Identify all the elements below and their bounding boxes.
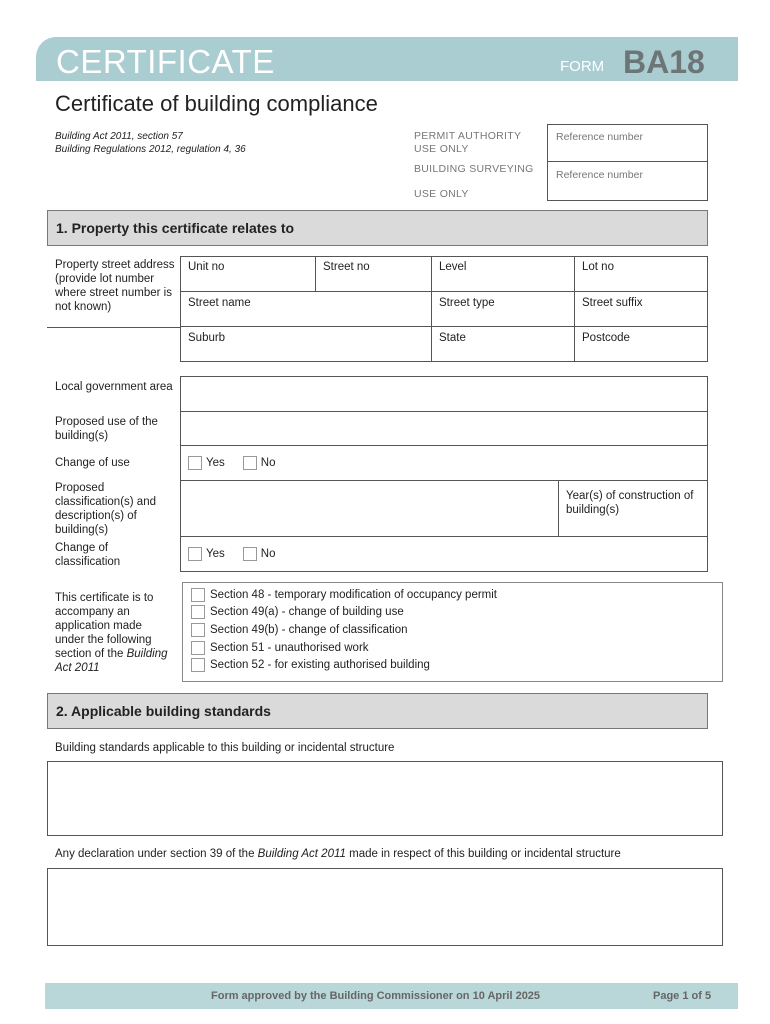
street-no-field[interactable]	[315, 256, 432, 292]
building-standards-field[interactable]	[47, 761, 723, 836]
state-field[interactable]	[431, 326, 575, 362]
section-options-box	[182, 582, 723, 682]
checkbox[interactable]	[191, 605, 205, 619]
permit-reference-placeholder: Reference number	[556, 131, 643, 143]
option-label: Section 48 - temporary modification of occupancy permit	[210, 588, 497, 601]
surveying-reference-placeholder: Reference number	[556, 169, 643, 181]
option-label: Section 52 - for existing authorised building	[210, 659, 430, 672]
accompany-application-label	[55, 591, 173, 675]
no-label: No	[260, 548, 276, 560]
checkbox[interactable]	[191, 641, 205, 655]
section-1-heading: 1. Property this certificate relates to	[47, 210, 708, 246]
footer-approval-text: Form approved by the Building Commissioner on 10 April 2025	[211, 990, 541, 1002]
option-section-52[interactable]	[191, 656, 714, 674]
change-of-classification-yes[interactable]	[188, 547, 225, 561]
option-label: Section 49(a) - change of building use	[210, 606, 404, 619]
street-suffix-label: Street suffix	[582, 297, 643, 309]
declaration-field[interactable]	[47, 868, 723, 946]
option-section-49a[interactable]	[191, 604, 714, 622]
proposed-classification-field[interactable]	[180, 480, 559, 537]
accompany-label-text: This certificate is to accompany an application made under the following section of the	[55, 592, 154, 660]
state-label: State	[439, 332, 466, 344]
street-type-label: Street type	[439, 297, 495, 309]
postcode-field[interactable]	[574, 326, 708, 362]
option-label: Section 49(b) - change of classification	[210, 623, 408, 636]
years-of-construction-field[interactable]	[558, 480, 708, 537]
checkbox[interactable]	[243, 547, 257, 561]
proposed-classification-label: Proposed classification(s) and description(s) of building(s)	[55, 482, 156, 536]
suburb-label: Suburb	[188, 332, 226, 344]
section-2-heading: 2. Applicable building standards	[47, 693, 708, 729]
checkbox[interactable]	[188, 456, 202, 470]
divider	[47, 327, 180, 328]
form-label: FORM	[560, 58, 605, 75]
street-name-label: Street name	[188, 297, 251, 309]
checkbox[interactable]	[191, 588, 205, 602]
checkbox[interactable]	[243, 456, 257, 470]
level-label: Level	[439, 261, 467, 273]
lga-label: Local government area	[55, 381, 173, 393]
street-no-label: Street no	[323, 261, 370, 273]
property-address-label: Property street address (provide lot number where street number is not known)	[55, 259, 175, 313]
checkbox[interactable]	[188, 547, 202, 561]
declaration-label	[55, 847, 621, 861]
surveying-use-only-label: USE ONLY	[414, 188, 469, 200]
form-code: BA18	[623, 44, 705, 80]
change-of-use-yes[interactable]	[188, 456, 225, 470]
declaration-label-act: Building Act 2011	[257, 848, 346, 860]
unit-no-field[interactable]	[180, 256, 316, 292]
declaration-label-post: made in respect of this building or incidental structure	[349, 848, 621, 860]
change-of-classification-label: Change of classification	[55, 542, 121, 568]
certificate-title: CERTIFICATE	[56, 43, 275, 80]
building-surveying-label: BUILDING SURVEYING	[414, 163, 534, 175]
level-field[interactable]	[431, 256, 575, 292]
lga-field[interactable]	[180, 376, 708, 412]
page-number: Page 1 of 5	[653, 990, 712, 1002]
street-suffix-field[interactable]	[574, 291, 708, 327]
accompany-label-act: Building Act 2011	[55, 648, 168, 674]
page-title: Certificate of building compliance	[55, 91, 378, 116]
street-name-field[interactable]	[180, 291, 432, 327]
yes-label: Yes	[206, 457, 225, 469]
proposed-use-label: Proposed use of the building(s)	[55, 416, 158, 442]
option-section-49b[interactable]	[191, 621, 714, 639]
yes-label: Yes	[206, 548, 225, 560]
lot-no-field[interactable]	[574, 256, 708, 292]
option-section-48[interactable]	[191, 586, 714, 604]
change-of-use-no[interactable]	[243, 456, 276, 470]
change-of-classification-no[interactable]	[243, 547, 276, 561]
years-of-construction-label: Year(s) of construction of building(s)	[566, 490, 694, 516]
lot-no-label: Lot no	[582, 261, 614, 273]
permit-use-only-label: USE ONLY	[414, 143, 469, 155]
unit-no-label: Unit no	[188, 261, 225, 273]
surveying-reference-field[interactable]	[547, 161, 708, 201]
change-of-classification-row	[180, 536, 708, 572]
checkbox[interactable]	[191, 658, 205, 672]
regulation-reference: Building Regulations 2012, regulation 4, 36	[55, 144, 246, 155]
suburb-field[interactable]	[180, 326, 432, 362]
no-label: No	[260, 457, 276, 469]
proposed-use-field[interactable]	[180, 411, 708, 446]
change-of-use-label: Change of use	[55, 457, 130, 469]
option-label: Section 51 - unauthorised work	[210, 641, 369, 654]
declaration-label-pre: Any declaration under section 39 of the	[55, 848, 255, 860]
act-reference: Building Act 2011, section 57	[55, 131, 183, 142]
street-type-field[interactable]	[431, 291, 575, 327]
standards-label: Building standards applicable to this building or incidental structure	[55, 742, 395, 754]
option-section-51[interactable]	[191, 639, 714, 657]
change-of-use-row	[180, 445, 708, 481]
postcode-label: Postcode	[582, 332, 630, 344]
permit-reference-field[interactable]	[547, 124, 708, 162]
permit-authority-label: PERMIT AUTHORITY	[414, 130, 522, 142]
checkbox[interactable]	[191, 623, 205, 637]
